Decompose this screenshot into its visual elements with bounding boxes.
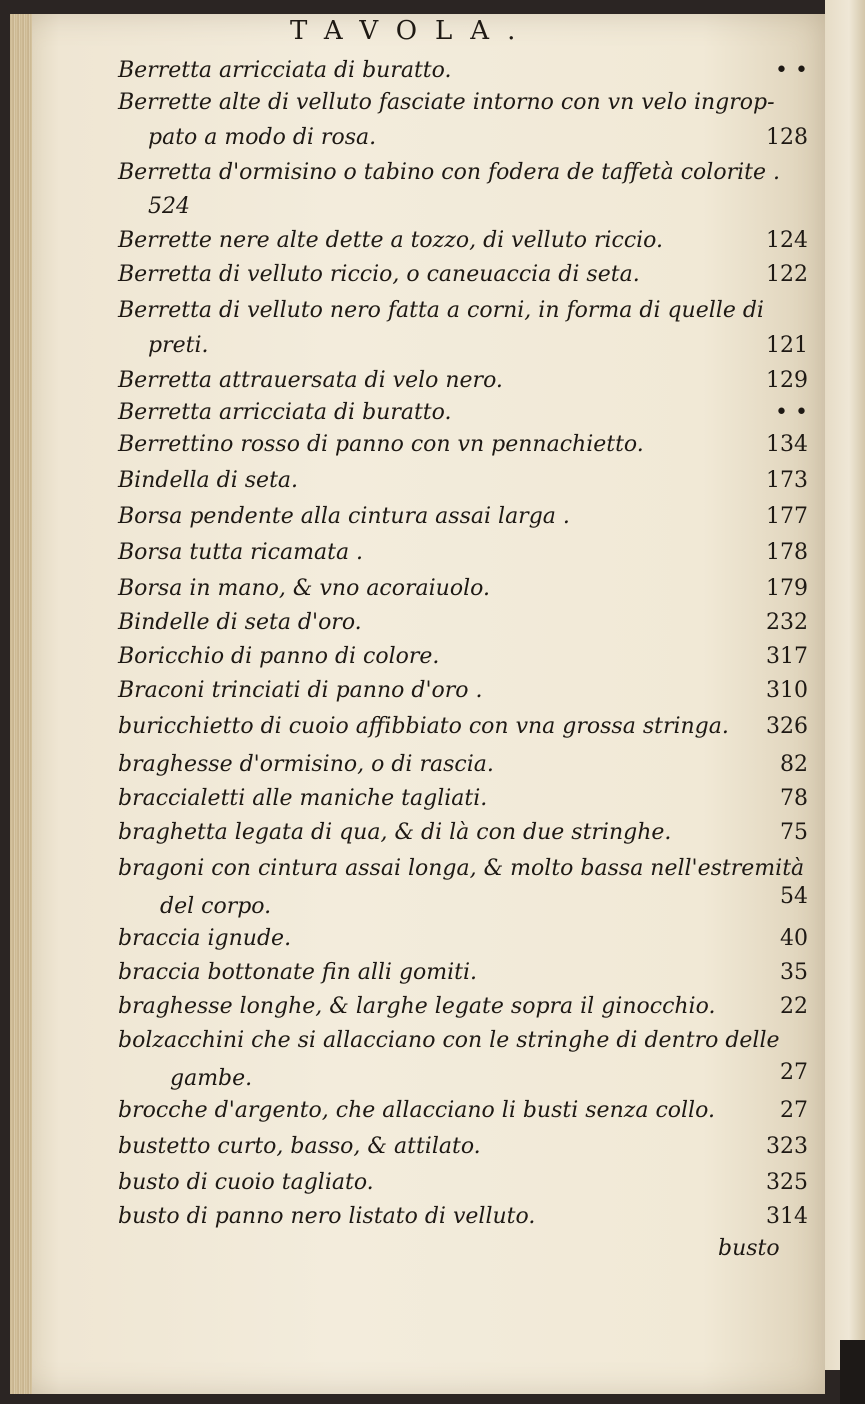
index-entry — [118, 540, 818, 565]
index-entry — [118, 576, 818, 601]
index-entry — [118, 298, 818, 323]
entry-page-number: 326 — [766, 714, 808, 739]
entry-text: Boricchio di panno di colore. — [118, 644, 440, 669]
entry-text: braghesse d'ormisino, o di rascia. — [118, 752, 494, 777]
index-entry — [118, 610, 818, 635]
entry-page-number: • • — [775, 58, 808, 83]
entry-text: braghetta legata di qua, & di là con due stringhe. — [118, 820, 672, 845]
entry-page-number: 177 — [766, 504, 808, 529]
entry-page-number: 134 — [766, 432, 808, 457]
entry-text: brocche d'argento, che allacciano li busti senza collo. — [118, 1098, 715, 1123]
index-entry — [118, 644, 818, 669]
entry-page-number: 178 — [766, 540, 808, 565]
entry-page-number: 54 — [780, 884, 808, 909]
entry-page-number: 317 — [766, 644, 808, 669]
entry-page-number: 40 — [780, 926, 808, 951]
entry-page-number: 129 — [766, 368, 808, 393]
index-entry — [118, 1170, 818, 1195]
entry-page-number: 35 — [780, 960, 808, 985]
entry-text: Berretta attrauersata di velo nero. — [118, 368, 503, 393]
entry-page-number: 173 — [766, 468, 808, 493]
entry-text: braccia bottonate fin alli gomiti. — [118, 960, 478, 985]
entry-page-number: 22 — [780, 994, 808, 1019]
entry-text: 524 — [148, 194, 190, 219]
entry-text: Borsa tutta ricamata . — [118, 540, 364, 565]
entry-text: bolzacchini che si allacciano con le stringhe di dentro delle — [118, 1028, 780, 1053]
entry-page-number: 27 — [780, 1098, 808, 1123]
index-entry-continuation — [170, 1066, 252, 1091]
index-entry-continuation — [148, 125, 376, 150]
index-entry — [118, 960, 818, 985]
index-entry — [118, 58, 818, 83]
entry-page-number: • • — [775, 400, 808, 425]
index-entry — [118, 856, 818, 881]
entry-text: Berretta d'ormisino o tabino con fodera de taffetà colorite . — [118, 160, 780, 185]
entry-text: Berretta di velluto riccio, o caneuaccia di seta. — [118, 262, 640, 287]
index-entry-continuation — [148, 194, 190, 219]
entry-text: bragoni con cintura assai longa, & molto bassa nell'estremità — [118, 856, 805, 881]
entry-text: Berretta arricciata di buratto. — [118, 58, 452, 83]
entry-text: Berrette nere alte dette a tozzo, di velluto riccio. — [118, 228, 664, 253]
index-entry — [118, 926, 818, 951]
entry-text: busto di panno nero listato di velluto. — [118, 1204, 536, 1229]
index-entry — [118, 90, 818, 115]
entry-text: braghesse longhe, & larghe legate sopra il ginocchio. — [118, 994, 716, 1019]
entry-text: Berrettino rosso di panno con vn pennachietto. — [118, 432, 644, 457]
entry-page-number: 121 — [766, 333, 808, 358]
entry-page-number: 323 — [766, 1134, 808, 1159]
index-entry — [118, 678, 818, 703]
index-entry — [118, 368, 818, 393]
entry-text: gambe. — [170, 1066, 253, 1091]
entry-text: Berrette alte di velluto fasciate intorno con vn velo ingrop- — [118, 90, 775, 115]
index-entry-continuation — [148, 333, 209, 358]
entry-page-number: 75 — [780, 820, 808, 845]
entry-page-number: 124 — [766, 228, 808, 253]
index-entry — [118, 752, 818, 777]
entry-page-number: 27 — [780, 1060, 808, 1085]
entry-text: braccialetti alle maniche tagliati. — [118, 786, 488, 811]
entry-text: Borsa pendente alla cintura assai larga . — [118, 504, 570, 529]
index-entry — [118, 262, 818, 287]
page-heading: TAVOLA. — [290, 16, 534, 46]
entry-page-number: 314 — [766, 1204, 808, 1229]
index-entry — [118, 714, 818, 739]
index-entry — [118, 1028, 818, 1053]
index-entry — [118, 786, 818, 811]
entry-text: Bindella di seta. — [118, 468, 299, 493]
entry-text: Bindelle di seta d'oro. — [118, 610, 362, 635]
entry-page-number: 310 — [766, 678, 808, 703]
entry-page-number: 325 — [766, 1170, 808, 1195]
adjacent-page-edge — [825, 0, 865, 1370]
index-entry — [118, 468, 818, 493]
entry-page-number: 122 — [766, 262, 808, 287]
index-entry — [118, 1134, 818, 1159]
entry-page-number: 179 — [766, 576, 808, 601]
index-entry — [118, 994, 818, 1019]
entry-page-number: 82 — [780, 752, 808, 777]
binding-shadow — [840, 1340, 865, 1404]
index-entry — [118, 1204, 818, 1229]
index-entry — [118, 400, 818, 425]
entry-text: braccia ignude. — [118, 926, 292, 951]
index-entry — [118, 820, 818, 845]
entry-text: Berretta di velluto nero fatta a corni, in forma di quelle di — [118, 298, 764, 323]
catchword: busto — [718, 1236, 780, 1261]
entry-text: Berretta arricciata di buratto. — [118, 400, 452, 425]
index-entry — [118, 228, 818, 253]
page-edge-stack — [10, 14, 32, 1394]
entry-text: busto di cuoio tagliato. — [118, 1170, 374, 1195]
index-entry — [118, 160, 818, 185]
entry-text: del corpo. — [160, 894, 272, 919]
index-entry — [118, 1098, 818, 1123]
index-entry-continuation — [160, 894, 271, 919]
entry-page-number: 232 — [766, 610, 808, 635]
index-entry — [118, 432, 818, 457]
entry-text: Borsa in mano, & vno acoraiuolo. — [118, 576, 490, 601]
entry-text: buricchietto di cuoio affibbiato con vna grossa stringa. — [118, 714, 729, 739]
entry-text: bustetto curto, basso, & attilato. — [118, 1134, 481, 1159]
entry-page-number: 78 — [780, 786, 808, 811]
entry-page-number: 128 — [766, 125, 808, 150]
entry-text: Braconi trinciati di panno d'oro . — [118, 678, 483, 703]
index-entry — [118, 504, 818, 529]
entry-text: preti. — [148, 333, 209, 358]
entry-text: pato a modo di rosa. — [148, 125, 377, 150]
